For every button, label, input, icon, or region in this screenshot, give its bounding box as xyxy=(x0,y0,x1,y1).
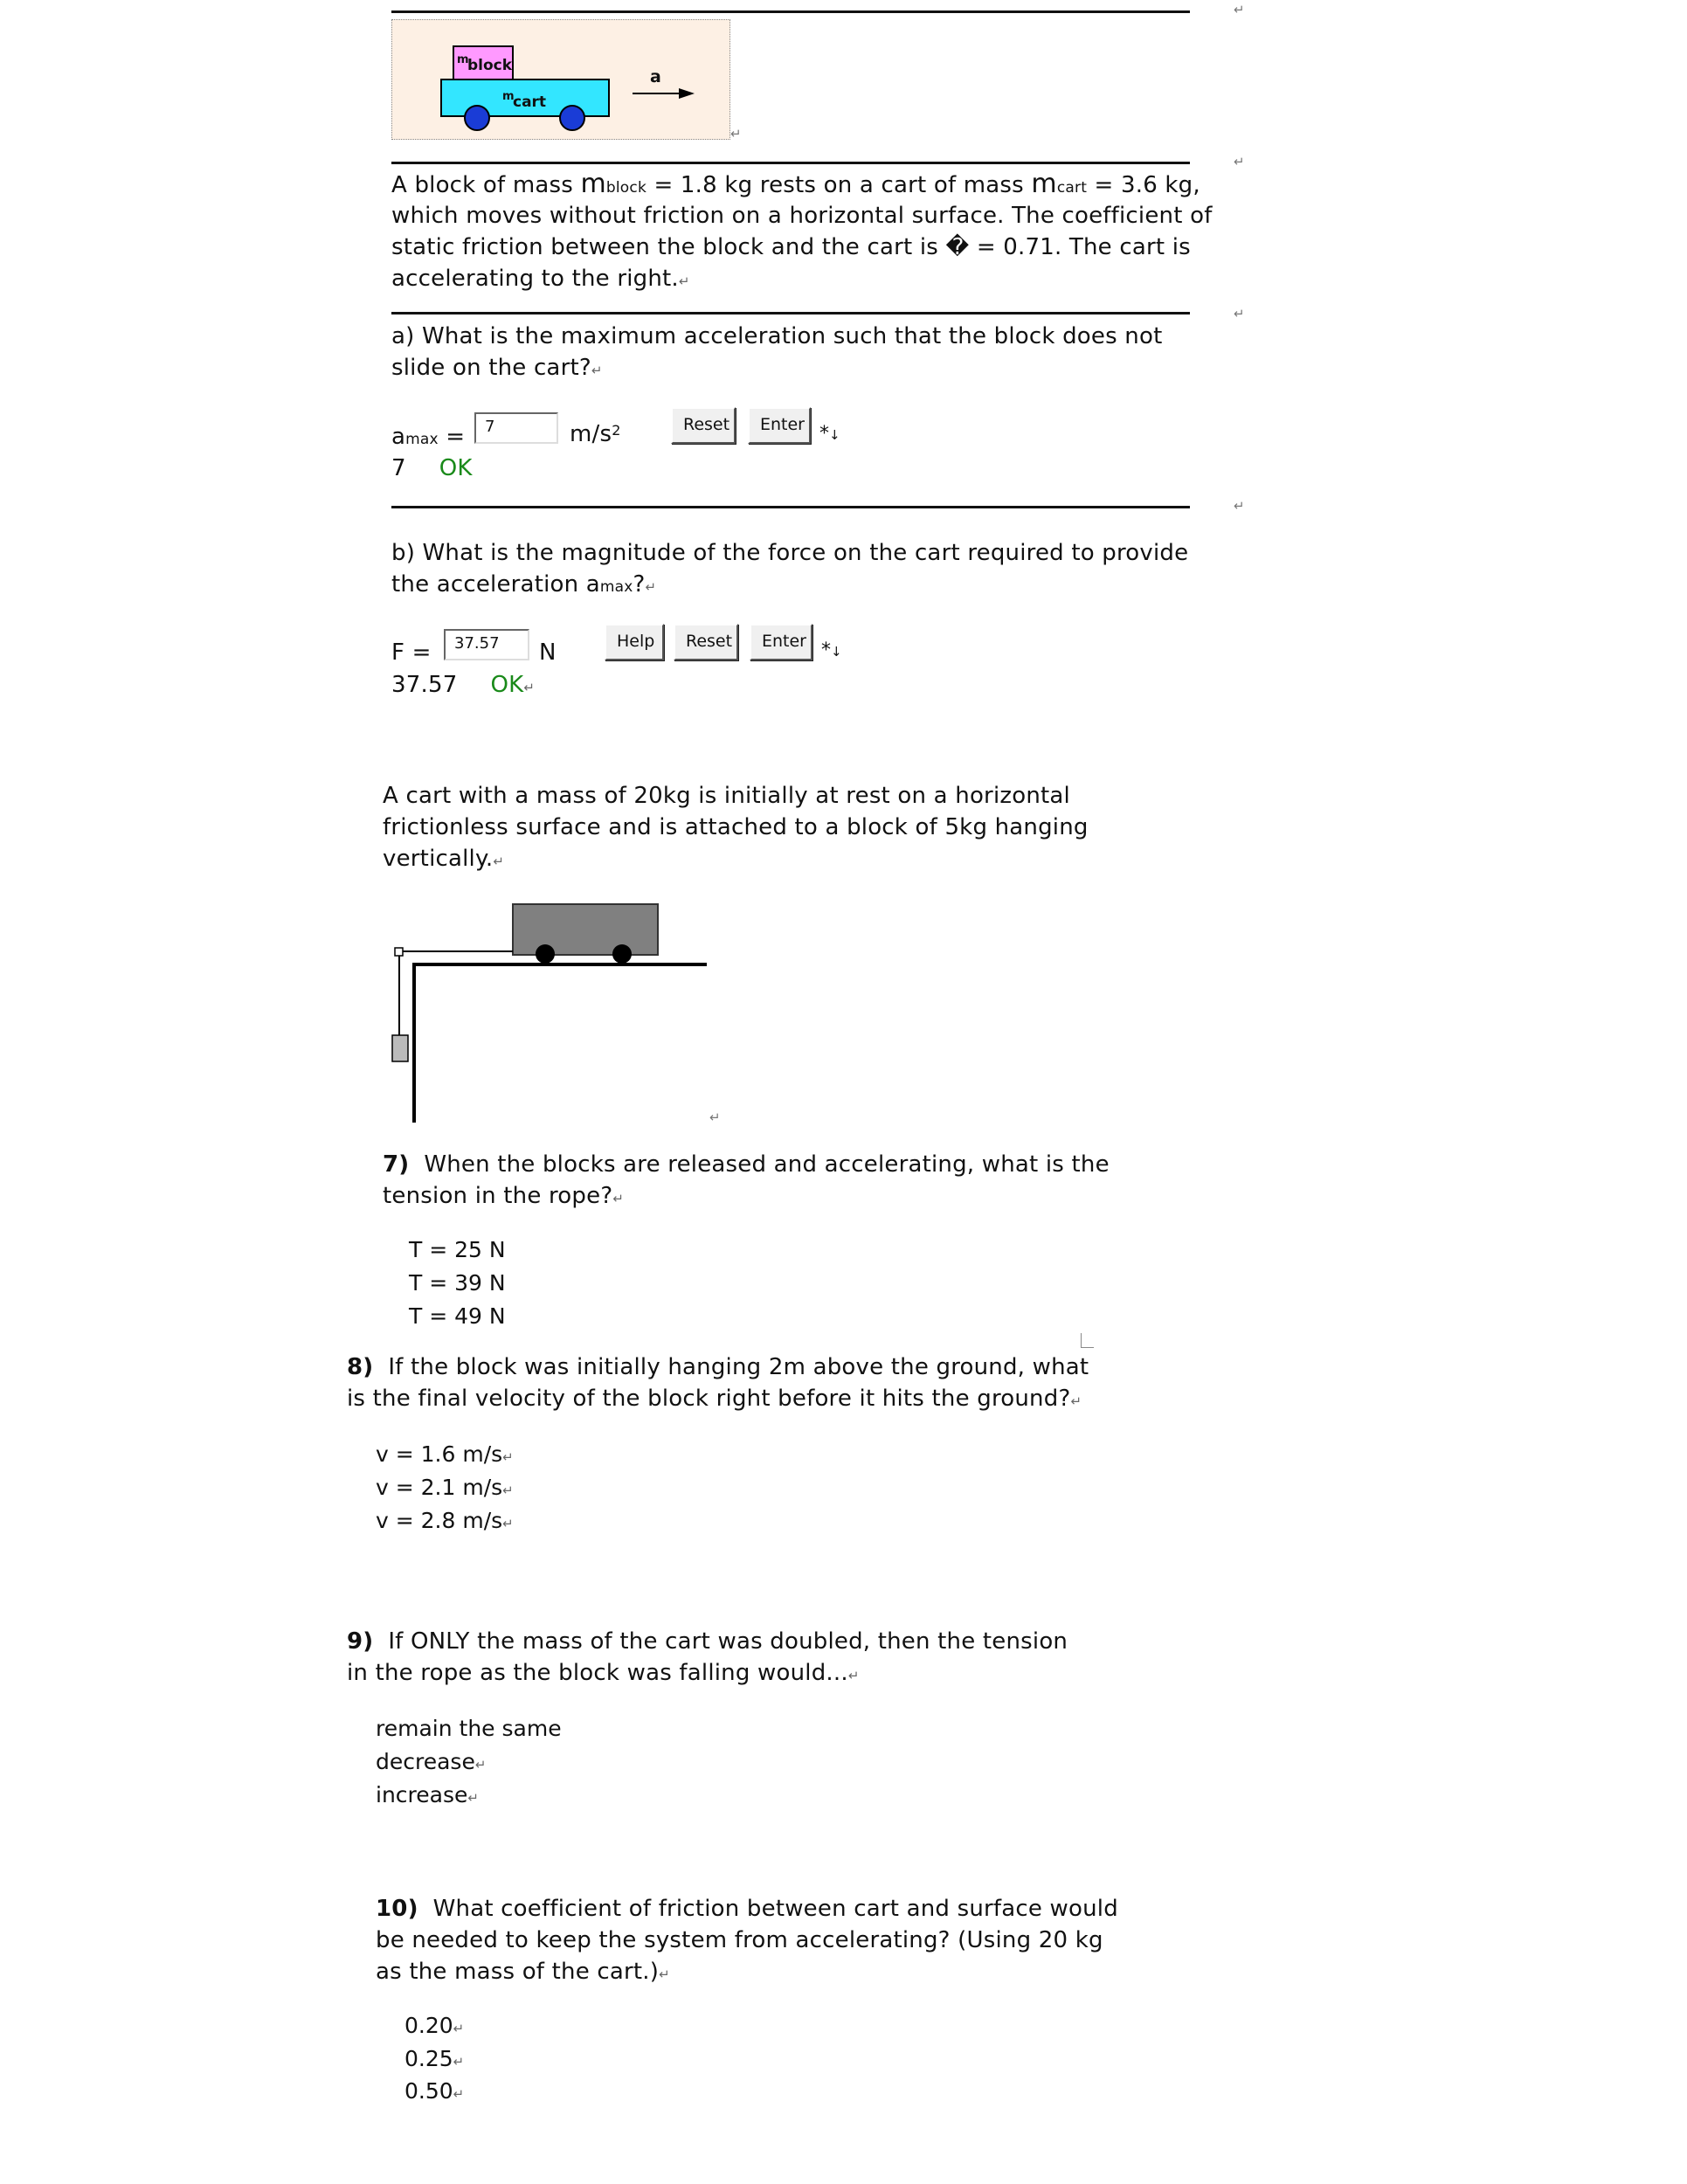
intro-line-1: A block of mass mblock = 1.8 kg rests on a cart of mass mcart = 3.6 kg, xyxy=(391,169,1200,199)
cart-wheel-right xyxy=(560,106,584,130)
question-7-line-1: 7) When the blocks are released and accelerating, what is the xyxy=(383,1151,1110,1178)
q8-option-1[interactable]: v = 1.6 m/s↵ xyxy=(376,1441,514,1467)
rule xyxy=(391,162,1190,164)
question-10-line-1: 10) What coefficient of friction between cart and surface would xyxy=(376,1896,1118,1922)
question-10-line-3: as the mass of the cart.)↵ xyxy=(376,1959,670,1985)
block-cart-figure xyxy=(392,20,729,139)
question-b-line-1: b) What is the magnitude of the force on the cart required to provide xyxy=(391,540,1189,566)
rule xyxy=(391,312,1190,314)
q9-option-2[interactable]: decrease↵ xyxy=(376,1749,487,1774)
intro-line-2: which moves without friction on a horizontal surface. The coefficient of xyxy=(391,203,1213,229)
paragraph-mark: ↵ xyxy=(1234,498,1245,514)
q7-option-3[interactable]: T = 49 N xyxy=(409,1303,506,1329)
rule xyxy=(391,506,1190,508)
reset-button[interactable]: Reset xyxy=(674,624,738,660)
cart-intro-line-1: A cart with a mass of 20kg is initially at rest on a horizontal xyxy=(383,783,1070,809)
paragraph-mark: ↵ xyxy=(1234,154,1245,169)
cart-wheel-right xyxy=(612,944,632,964)
cart-intro-line-2: frictionless surface and is attached to a block of 5kg hanging xyxy=(383,814,1089,840)
margin-mark xyxy=(1081,1333,1094,1348)
question-b-line-2: the acceleration amax?↵ xyxy=(391,571,657,598)
question-a-line-1: a) What is the maximum acceleration such that the block does not xyxy=(391,323,1163,349)
enter-button[interactable]: Enter xyxy=(750,624,812,660)
acceleration-arrow-head xyxy=(679,88,695,99)
enter-button[interactable]: Enter xyxy=(748,407,811,444)
cart-label: cart xyxy=(513,93,547,111)
question-10-line-2: be needed to keep the system from accelerating? (Using 20 kg xyxy=(376,1927,1103,1953)
amax-label: amax = xyxy=(391,424,466,450)
force-label: F = xyxy=(391,639,432,666)
amax-unit: $m/s^2$ xyxy=(570,421,621,447)
paragraph-mark: ↵ xyxy=(730,126,742,142)
q8-option-3[interactable]: v = 2.8 m/s↵ xyxy=(376,1508,514,1533)
required-star: *↓ xyxy=(819,423,840,445)
q10-option-1[interactable]: 0.20↵ xyxy=(404,2013,465,2038)
force-input[interactable]: 37.57 xyxy=(444,629,529,660)
amax-input[interactable]: 7 xyxy=(474,412,558,444)
q8-option-2[interactable]: v = 2.1 m/s↵ xyxy=(376,1475,514,1500)
intro-line-3: static friction between the block and the cart is � = 0.71. The cart is xyxy=(391,234,1191,260)
intro-line-4: accelerating to the right.↵ xyxy=(391,266,690,292)
force-unit: N xyxy=(539,639,557,666)
cart-wheel-left xyxy=(536,944,555,964)
cart-intro-line-3: vertically.↵ xyxy=(383,846,505,872)
block-label: block xyxy=(467,57,513,74)
q7-option-2[interactable]: T = 39 N xyxy=(409,1270,506,1296)
q10-option-2[interactable]: 0.25↵ xyxy=(404,2046,465,2071)
block-cart-diagram xyxy=(391,19,730,140)
acceleration-label: a xyxy=(650,67,661,86)
top-rule xyxy=(391,10,1190,13)
question-8-line-1: 8) If the block was initially hanging 2m above the ground, what xyxy=(347,1354,1089,1380)
question-9-line-2: in the rope as the block was falling would...↵ xyxy=(347,1660,860,1686)
required-star: *↓ xyxy=(821,639,842,661)
question-8-line-2: is the final velocity of the block right before it hits the ground?↵ xyxy=(347,1386,1082,1412)
cart-label-prefix: m xyxy=(502,90,515,103)
cart-box xyxy=(513,904,658,955)
amax-result: 7 OK xyxy=(391,455,473,481)
cart-wheel-left xyxy=(465,106,489,130)
question-9-line-1: 9) If ONLY the mass of the cart was doubled, then the tension xyxy=(347,1628,1068,1655)
force-result: 37.57 OK↵ xyxy=(391,672,536,698)
status-ok: OK xyxy=(439,455,473,481)
hanging-block xyxy=(392,1035,408,1061)
pulley xyxy=(395,948,403,956)
help-button[interactable]: Help xyxy=(605,624,664,660)
q9-option-1[interactable]: remain the same xyxy=(376,1716,562,1741)
paragraph-mark: ↵ xyxy=(1234,2,1245,17)
question-7-line-2: tension in the rope?↵ xyxy=(383,1183,625,1209)
paragraph-mark: ↵ xyxy=(1234,306,1245,321)
paragraph-mark: ↵ xyxy=(709,1109,721,1125)
status-ok: OK xyxy=(490,672,524,698)
q9-option-3[interactable]: increase↵ xyxy=(376,1782,479,1807)
reset-button[interactable]: Reset xyxy=(671,407,736,444)
q10-option-3[interactable]: 0.50↵ xyxy=(404,2078,465,2104)
block-label-prefix: m xyxy=(457,53,469,66)
question-a-line-2: slide on the cart?↵ xyxy=(391,355,603,381)
q7-option-1[interactable]: T = 25 N xyxy=(409,1237,506,1262)
pulley-cart-diagram xyxy=(380,895,712,1131)
